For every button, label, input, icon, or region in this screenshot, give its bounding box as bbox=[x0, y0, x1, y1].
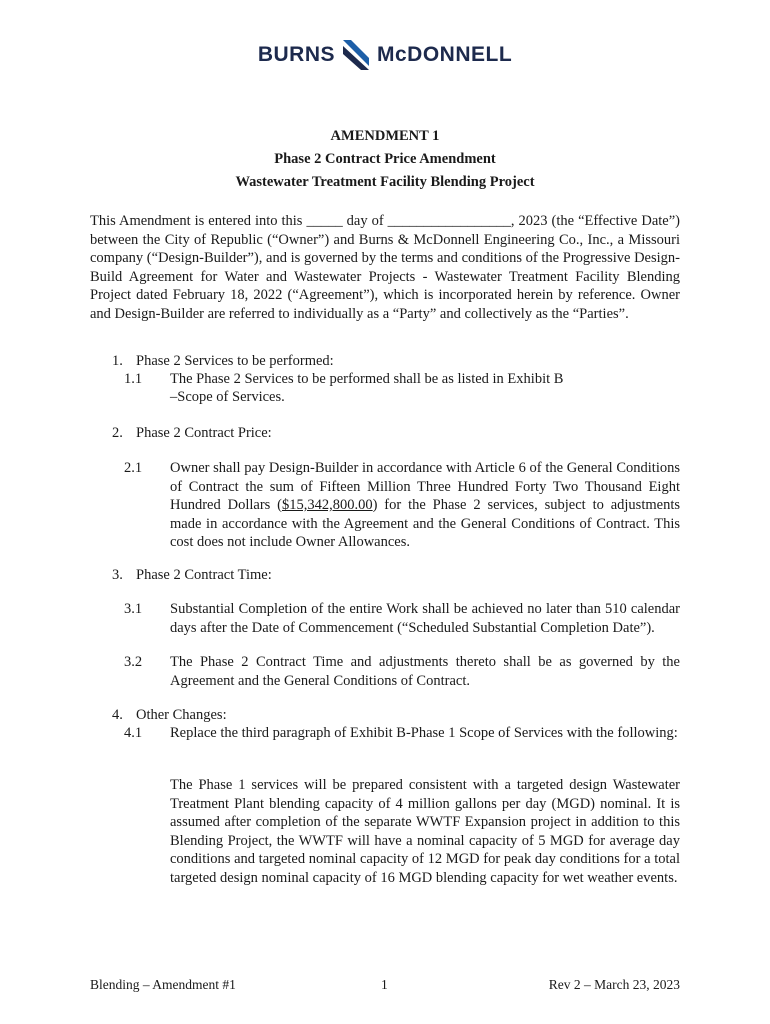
section-3-title: Phase 2 Contract Time: bbox=[136, 567, 272, 583]
section-3-number: 3. bbox=[112, 567, 123, 583]
section-1-title: Phase 2 Services to be performed: bbox=[136, 353, 334, 369]
item-4-1-number: 4.1 bbox=[124, 725, 143, 741]
item-2-1-number: 2.1 bbox=[124, 460, 143, 476]
item-4-1-text: Replace the third paragraph of Exhibit B-Phase 1 Scope of Services with the following: bbox=[170, 725, 678, 741]
replacement-paragraph: The Phase 1 services will be prepared consistent with a targeted design Wastewater Treatment Plant blending capacity of 4 million gallons per day (MGD) nominal. It is assumed after completion of the separate WWTF Expansion project in addition to this Blending Project, the WWTF will have a nominal capacity of 5 MGD for average day conditions and targeted nominal capacity of 12 MGD for peak day conditions for a total targeted design nominal capacity of 16 MGD blending capacity for wet weather events. bbox=[170, 777, 680, 886]
section-4-title: Other Changes: bbox=[136, 707, 227, 723]
heading-amendment: AMENDMENT 1 bbox=[330, 128, 440, 144]
document-headings bbox=[0, 125, 770, 194]
heading-contract-price: Phase 2 Contract Price Amendment bbox=[274, 151, 496, 167]
section-4-number: 4. bbox=[112, 707, 123, 723]
footer-left: Blending – Amendment #1 bbox=[90, 977, 236, 992]
logo-text-left: BURNS bbox=[257, 43, 335, 66]
logo-text-right: McDONNELL bbox=[377, 43, 513, 66]
item-3-1-text: Substantial Completion of the entire Work shall be achieved no later than 510 calendar days after the Date of Commencement (“Scheduled Substantial Completion Date”). bbox=[170, 601, 680, 636]
section-1-number: 1. bbox=[112, 353, 123, 369]
footer-page-number: 1 bbox=[381, 977, 388, 992]
item-1-1-number: 1.1 bbox=[124, 371, 143, 387]
item-3-2-text: The Phase 2 Contract Time and adjustments thereto shall be as governed by the Agreement and the General Conditions of Contract. bbox=[170, 654, 680, 689]
company-logo bbox=[0, 38, 770, 72]
footer-right: Rev 2 – March 23, 2023 bbox=[548, 977, 680, 992]
item-3-1-number: 3.1 bbox=[124, 601, 143, 617]
section-2-title: Phase 2 Contract Price: bbox=[136, 425, 272, 441]
item-2-1-text: Owner shall pay Design-Builder in accordance with Article 6 of the General Conditions of Contract the sum of Fifteen Million Three Hundred Forty Two Thousand Eight Hundred Dollars ($15,342,800.00) for the Phase 2 services, subject to adjustments made in accordance with the Agreement and the General Conditions of Contract. This cost does not include Owner Allowances. bbox=[170, 460, 680, 550]
heading-project: Wastewater Treatment Facility Blending Project bbox=[235, 174, 535, 190]
item-1-1-line2: –Scope of Services. bbox=[170, 389, 285, 405]
section-2-number: 2. bbox=[112, 425, 123, 441]
contract-price-amount: $15,342,800.00 bbox=[281, 497, 373, 513]
item-1-1-line1: The Phase 2 Services to be performed shall be as listed in Exhibit B bbox=[170, 371, 564, 387]
logo-mark-icon bbox=[339, 38, 373, 72]
intro-paragraph: This Amendment is entered into this _____ day of _________________, 2023 (the “Effective Date”) between the City of Republic (“Owner”) and Burns & McDonnell Engineering Co., Inc., a Missouri company (“Design-Builder”), and is governed by the terms and conditions of the Progressive Design-Build Agreement for Water and Wastewater Projects - Wastewater Treatment Facility Blending Project dated February 18, 2022 (“Agreement”), which is incorporated herein by reference. Owner and Design-Builder are referred to individually as a “Party” and collectively as the “Parties”. bbox=[90, 213, 680, 322]
item-3-2-number: 3.2 bbox=[124, 654, 143, 670]
